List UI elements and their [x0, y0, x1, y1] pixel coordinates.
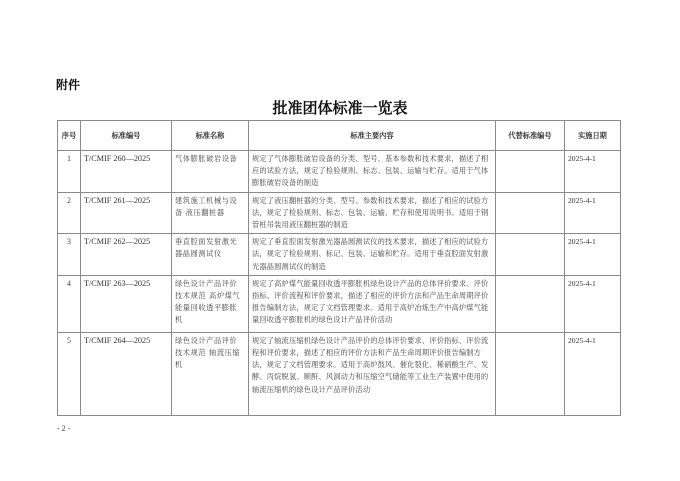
standards-table [57, 120, 621, 416]
cell-serial: 5 [58, 332, 81, 415]
cell-date: 2025-4-1 [565, 275, 621, 332]
header-content: 标准主要内容 [249, 121, 496, 151]
cell-content: 规定了轴流压缩机绿色设计产品评价的总体评价要求、评价指标、评价流程和评价要求，描述了相应的评价方法和产品生命周期评价报告编制方法，规定了文档管理要求。适用于高炉鼓风、催化裂化、稀硝酸生产、发酵、丙烷脱氢、顺酐、风洞动力和压缩空气储能等工业生产装置中使用的轴流压缩机的绿色设计产品评价活动 [249, 332, 496, 415]
table-row [58, 234, 621, 276]
cell-content: 规定了气体膨胀破岩设备的分类、型号、基本参数和技术要求，描述了相应的试验方法，规定了检验规则、标志、包装、运输与贮存。适用于气体膨胀破岩设备的制造 [249, 151, 496, 193]
cell-code: T/CMIF 261—2025 [81, 192, 172, 234]
cell-code: T/CMIF 260—2025 [81, 151, 172, 193]
header-replaces: 代替标准编号 [496, 121, 565, 151]
cell-replaces [496, 275, 565, 332]
cell-code: T/CMIF 264—2025 [81, 332, 172, 415]
table-row [58, 151, 621, 193]
header-serial: 序号 [58, 121, 81, 151]
cell-code: T/CMIF 263—2025 [81, 275, 172, 332]
table-row [58, 192, 621, 234]
cell-replaces [496, 192, 565, 234]
cell-replaces [496, 151, 565, 193]
table-row [58, 332, 621, 415]
cell-serial: 4 [58, 275, 81, 332]
page-number: - 2 - [57, 424, 71, 433]
cell-code: T/CMIF 262—2025 [81, 234, 172, 276]
cell-date: 2025-4-1 [565, 192, 621, 234]
table-row [58, 275, 621, 332]
header-code: 标准编号 [81, 121, 172, 151]
cell-name: 绿色设计产品评价技术规范 轴流压缩机 [172, 332, 249, 415]
cell-content: 规定了垂直腔面发射激光器晶圆测试仪的技术要求，描述了相应的试验方法，规定了检验规则、标记、包装、运输和贮存。适用于垂直腔面发射激光器晶圆测试仪的制造 [249, 234, 496, 276]
cell-replaces [496, 234, 565, 276]
cell-date: 2025-4-1 [565, 332, 621, 415]
attachment-label: 附件 [56, 78, 81, 92]
header-date: 实施日期 [565, 121, 621, 151]
cell-date: 2025-4-1 [565, 234, 621, 276]
cell-serial: 1 [58, 151, 81, 193]
cell-name: 建筑施工机械与设备 液压翻桩器 [172, 192, 249, 234]
document-title: 批准团体标准一览表 [272, 99, 408, 117]
cell-content: 规定了液压翻桩器的分类、型号、参数和技术要求，描述了相应的试验方法，规定了检验规则、标志、包装、运输、贮存和使用说明书。适用于钢管桩吊装用液压翻桩器的制造 [249, 192, 496, 234]
cell-serial: 2 [58, 192, 81, 234]
cell-serial: 3 [58, 234, 81, 276]
header-name: 标准名称 [172, 121, 249, 151]
cell-date: 2025-4-1 [565, 151, 621, 193]
cell-name: 绿色设计产品评价技术规范 高炉煤气能量回收透平膨胀机 [172, 275, 249, 332]
cell-name: 气体膨胀破岩设备 [172, 151, 249, 193]
table-header-row [58, 121, 621, 151]
cell-replaces [496, 332, 565, 415]
cell-name: 垂直腔面发射激光器晶圆测试仪 [172, 234, 249, 276]
cell-content: 规定了高炉煤气能量回收透平膨胀机绿色设计产品的总体评价要求、评价指标、评价流程和评价要求，描述了相应的评价方法和产品生命周期评价报告编制方法，规定了文档管理要求。适用于高炉冶炼生产中高炉煤气能量回收透平膨胀机的绿色设计产品评价活动 [249, 275, 496, 332]
